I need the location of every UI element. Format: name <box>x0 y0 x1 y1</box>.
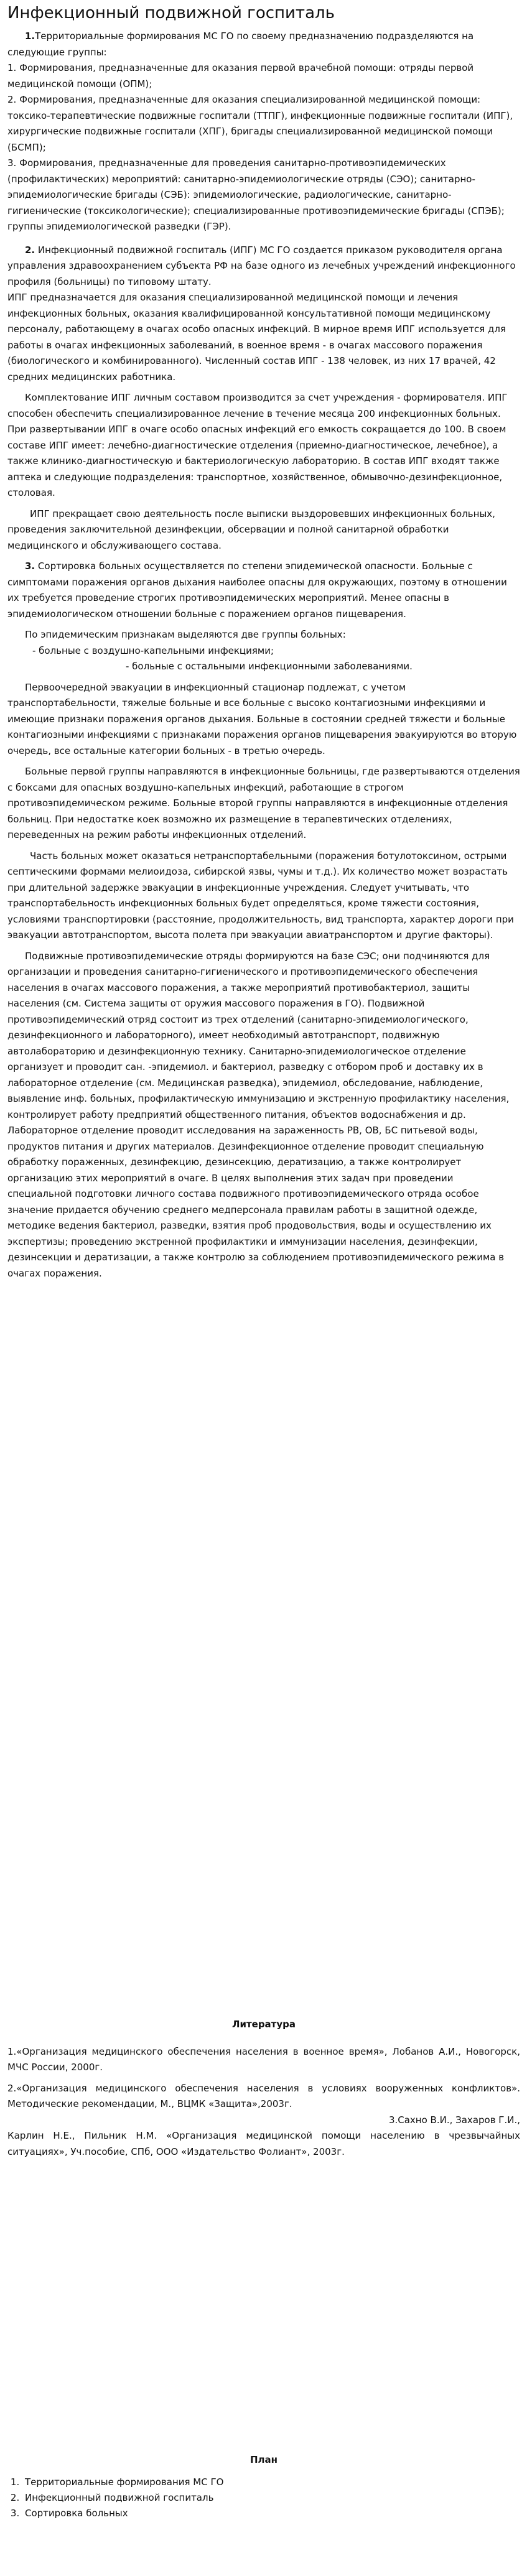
literature-ref-2: 2.«Организация медицинского обеспечения населения в условиях вооруженных конфликтов». Методические рекомендации, М., ВЦМК «Защита»,2003г. <box>7 2082 520 2109</box>
section-1-number: 1. <box>25 30 35 42</box>
section-3-paragraph-7: Часть больных может оказаться нетранспортабельными (поражения ботулотоксином, острыми септическими формами мелиоидоза, сибирской язвы, чумы и т.д.). Их количество может возрастать при длительной задержке эвакуации в инфекционные учреждения. Следует учитывать, что транспортабельность инфекционных больных будет определяться, кроме тяжести состояния, условиями транспортировки (расстояние, продолжительность, вид транспорта, характер дороги при эвакуации автотранспортом, высота полета при эвакуации авиатранспортом и другие факторы). <box>7 850 514 941</box>
section-2-paragraph-4: ИПГ прекращает свою деятельность после выписки выздоровевших инфекционных больных, проведения заключительной дезинфекции, обсервации и полной санитарной обработки медицинского и обслуживающего состава. <box>7 508 495 551</box>
section-3-paragraph-2: По эпидемическим признакам выделяются две группы больных: <box>25 629 346 640</box>
literature-ref-3-title: Карлин Н.Е., Пильник Н.М. «Организация медицинской помощи населению в чрезвычайных ситуациях», Уч.пособие, СПб, ООО «Издательство Фолиант», 2003г. <box>7 2130 520 2157</box>
section-2-number: 2. <box>25 244 35 256</box>
section-3-group-1: - больные с воздушно-капельными инфекциями; <box>32 644 274 656</box>
literature-ref-3-authors: 3.Сахно В.И., Захаров Г.И., <box>388 2114 520 2126</box>
plan-list <box>7 2475 520 2521</box>
plan-item: 1. Территориальные формирования МС ГО <box>22 2475 520 2490</box>
literature-ref-1: 1.«Организация медицинского обеспечения населения в военное время», Лобанов А.И., Новогорск, МЧС России, 2000г. <box>7 2045 520 2073</box>
section-3-paragraph-1: 3. Сортировка больных осуществляется по степени эпидемической опасности. Больные с симптомами поражения органов дыхания наиболее опасны для окружающих, поэтому в отношении их требуется проведение строгих противоэпидемических мероприятий. Менее опасны в эпидемиологическом отношении больные с поражением органов пищеварения. <box>7 560 507 620</box>
section-2-paragraph-1: 2. Инфекционный подвижной госпиталь (ИПГ) МС ГО создается приказом руководителя органа управления здравоохранением субъекта РФ на базе одного из лечебных учреждений инфекционного профиля (больницы) по типовому штату. <box>7 244 516 287</box>
section-3-paragraph-6: Больные первой группы направляются в инфекционные больницы, где развертываются отделения с боксами для опасных воздушно-капельных инфекций, работающие в строгом противоэпидемическом режиме. Больные второй группы направляются в инфекционные отделения больниц. При недостатке коек возможно их размещение в терапевтических отделениях, переведенных на режим работы инфекционных отделений. <box>7 766 520 840</box>
plan-heading: План <box>250 2454 278 2465</box>
plan-item: 3. Сортировка больных <box>22 2506 520 2521</box>
section-1-item-1: 1. Формирования, предназначенные для оказания первой врачебной помощи: отряды первой медицинской помощи (ОПМ); <box>7 62 474 90</box>
page-title: Инфекционный подвижной госпиталь <box>7 4 335 22</box>
section-3-number: 3. <box>25 560 35 572</box>
section-3-group-2: - больные с остальными инфекционными заболеваниями. <box>126 661 413 672</box>
plan-section <box>7 2452 520 2521</box>
section-2-paragraph-2: ИПГ предназначается для оказания специализированной медицинской помощи и лечения инфекционных больных, оказания квалифицированной консультативной помощи медицинскому персоналу, работающему в очагах особо опасных инфекций. В мирное время ИПГ используется для работы в очагах инфекционных заболеваний, в военное время - в очагах массового поражения (биологического и комбинированного). Численный состав ИПГ - 138 человек, из них 17 врачей, 42 средних медицинских работника. <box>7 292 506 383</box>
section-2-paragraph-3: Комплектование ИПГ личным составом производится за счет учреждения - формирователя. ИПГ способен обеспечить специализированное лечение в течение месяца 200 инфекционных больных. При развертывании ИПГ в очаге особо опасных инфекций его емкость сокращается до 100. В своем составе ИПГ имеет: лечебно-диагностические отделения (приемно-диагностическое, лечебное), а также клинико-диагностическую и бактериологическую лабораторию. В состав ИПГ входят также аптека и следующие подразделения: транспортное, хозяйственное, обмывочно-дезинфекционное, столовая. <box>7 392 508 498</box>
document-page <box>7 0 520 2519</box>
section-1-item-3: 3. Формирования, предназначенные для проведения санитарно-противоэпидемических (профилактических) мероприятий: санитарно-эпидемиологические отряды (СЭО); санитарно-эпидемиологические бригады (СЭБ): эпидемиологические, радиологические, санитарно-гигиенические (токсикологические); специализированные противоэпидемические бригады (СПЭБ); группы эпидемиологической разведки (ГЭР). <box>7 157 505 232</box>
section-3-paragraph-5: Первоочередной эвакуации в инфекционный стационар подлежат, с учетом транспортабельности, тяжелые больные и все больные с высоко контагиозными инфекциями и имеющие признаки поражения органов дыхания. Больные в состоянии средней тяжести и больные контагиозными инфекциями с признаками поражения органов пищеварения эвакуируются во вторую очередь, все остальные категории больных - в третью очередь. <box>7 681 517 756</box>
section-1-intro: 1.Территориальные формирования МС ГО по своему предназначению подразделяются на следующие группы: <box>7 30 474 58</box>
literature-section <box>7 2017 520 2165</box>
literature-heading: Литература <box>231 2019 296 2030</box>
plan-item: 2. Инфекционный подвижной госпиталь <box>22 2490 520 2506</box>
section-3-paragraph-8: Подвижные противоэпидемические отряды формируются на базе СЭС; они подчиняются для организации и проведения санитарно-гигиенического и противоэпидемического обеспечения населения в очагах массового поражения, а также мероприятий противобактериол, защиты населения (см. Система защиты от оружия массового поражения в ГО). Подвижной противоэпидемический отряд состоит из трех отделений (санитарно-эпидемиологического, дезинфекционного и лабораторного), имеет необходимый автотранспорт, подвижную автолабораторию и дезинфекционную технику. Санитарно-эпидемиологическое отделение организует и проводит сан. -эпидемиол. и бактериол, разведку с отбором проб и доставку их в лабораторное отделение (см. Медицинская разведка), эпидемиол, обследование, наблюдение, выявление инф. больных, профилактическую иммунизацию и экстренную профилактику населения, контролирует работу предприятий общественного питания, объектов водоснабжения и др. Лабораторное отделение проводит исследования на зараженность РВ, ОВ, БС питьевой воды, продуктов питания и других материалов. Дезинфекционное отделение проводит специальную обработку пораженных, дезинфекцию, дезинсекцию, дератизацию, а также контролирует организацию этих мероприятий в очаге. В целях выполнения этих задач при проведении специальной подготовки личного состава подвижного противоэпидемического отряда особое значение придается обучению среднего медперсонала правилам работы в защитной одежде, методике ведения бактериол, разведки, взятия проб продовольствия, воды и осуществлению их экспертизы; проведению экстренной профилактики и иммунизации населения, дезинфекции, дезинсекции и дератизации, а также контролю за соблюдением противоэпидемического режима в очагах поражения. <box>7 950 510 1279</box>
section-1-item-2: 2. Формирования, предназначенные для оказания специализированной медицинской помощи: токсико-терапевтические подвижные госпитали (ТТПГ), инфекционные подвижные госпитали (ИПГ), хирургические подвижные госпитали (ХПГ), бригады специализированной медицинской помощи (БСМП); <box>7 94 513 153</box>
